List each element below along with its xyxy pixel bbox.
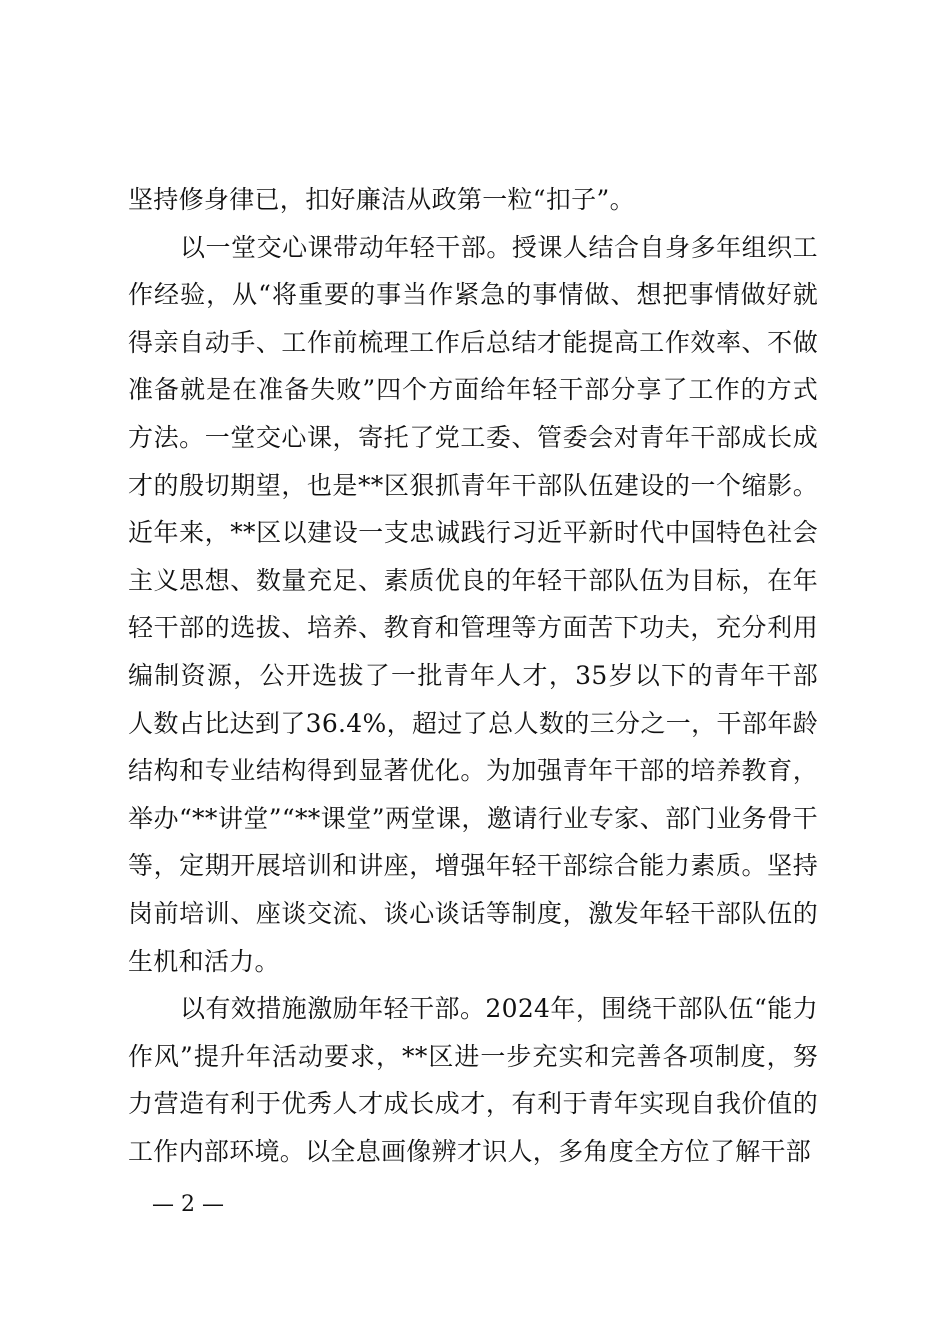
paragraph-heart-to-heart-class: 以一堂交心课带动年轻干部。授课人结合自身多年组织工作经验，从“将重要的事当作紧急的事情做、想把事情做好就得亲自动手、工作前梳理工作后总结才能提高工作效率、不做准备就是在准备失败”四个方面给年轻干部分享了工作的方式方法。一堂交心课，寄托了党工委、管委会对青年干部成长成才的殷切期望，也是**区狠抓青年干部队伍建设的一个缩影。近年来，**区以建设一支忠诚践行习近平新时代中国特色社会主义思想、数量充足、素质优良的年轻干部队伍为目标，在年轻干部的选拔、培养、教育和管理等方面苦下功夫，充分利用编制资源，公开选拔了一批青年人才，35岁以下的青年干部人数占比达到了36.4%，超过了总人数的三分之一，干部年龄结构和专业结构得到显著优化。为加强青年干部的培养教育，举办“**讲堂”“**课堂”两堂课，邀请行业专家、部门业务骨干等，定期开展培训和讲座，增强年轻干部综合能力素质。坚持岗前培训、座谈交流、谈心谈话等制度，激发年轻干部队伍的生机和活力。 bbox=[128, 232, 818, 976]
paragraph-incentive-measures: 以有效措施激励年轻干部。2024年，围绕干部队伍“能力作风”提升年活动要求，**区进一步充实和完善各项制度，努力营造有利于优秀人才成长成才，有利于青年实现自我价值的工作内部环境。以全息画像辨才识人，多角度全方位了解干部 bbox=[128, 994, 818, 1166]
body-text bbox=[128, 176, 818, 1175]
paragraph-continued: 坚持修身律已，扣好廉洁从政第一粒“扣子”。 bbox=[128, 185, 635, 214]
page-number: — 2 — bbox=[152, 1192, 224, 1217]
